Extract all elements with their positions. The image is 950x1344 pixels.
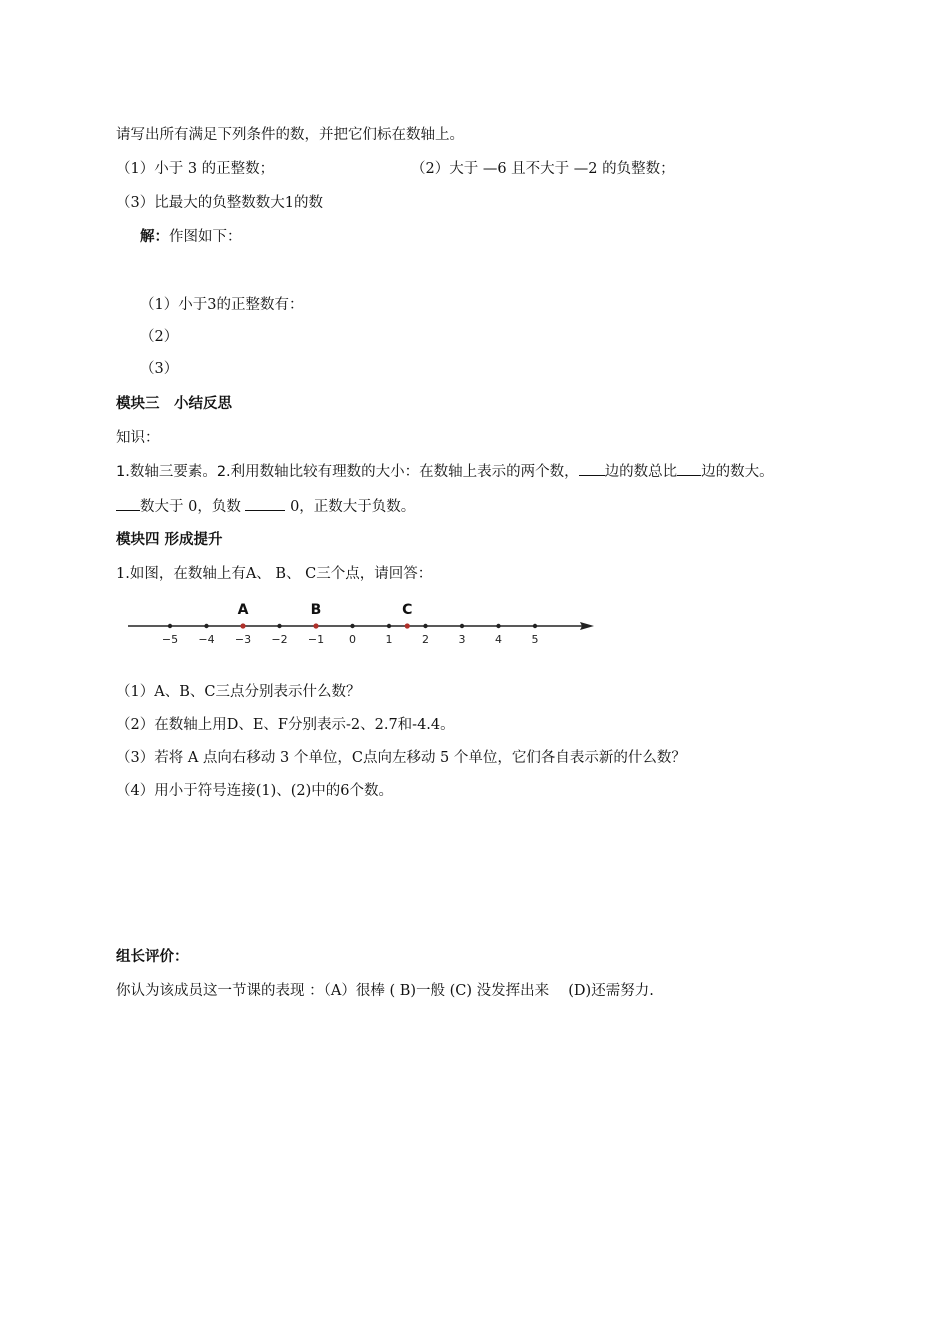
solution-text: 作图如下： [169, 229, 242, 245]
axis-tick [423, 624, 427, 628]
axis-tick-label: 4 [495, 633, 502, 646]
point-label: C [402, 602, 413, 618]
axis-tick-label: 2 [422, 633, 429, 646]
axis-tick [533, 624, 537, 628]
blank-right[interactable] [677, 461, 701, 476]
answer-2: （2） [140, 329, 179, 345]
blank-compare[interactable] [245, 496, 285, 511]
knowledge-line-1 [116, 461, 774, 482]
sub-question-1: （1）A、B、C三点分别表示什么数？ [116, 684, 361, 700]
sub-question-3: （3）若将 A 点向右移动 3 个单位，C点向左移动 5 个单位，它们各自表示新的什么数？ [116, 750, 686, 766]
axis-tick-label: −2 [271, 633, 288, 646]
point-c [405, 623, 410, 628]
axis-tick-label: −1 [307, 633, 325, 646]
axis-tick [387, 624, 391, 628]
evaluation-text: 你认为该成员这一节课的表现 ：（A）很棒 ( B)一般 (C) 没发挥出来 (D)还需努力. [116, 983, 654, 999]
answer-3: （3） [140, 361, 179, 377]
axis-tick [277, 624, 281, 628]
axis-tick [496, 624, 500, 628]
solution-label: 解： [140, 228, 169, 245]
point-label: A [237, 602, 249, 618]
sub-question-4: （4）用小于符号连接(1)、(2)中的6个数。 [116, 783, 394, 799]
sub-question-2: （2）在数轴上用D、E、F分别表示-2、2.7和-4.4。 [116, 717, 455, 733]
question-2: （2）大于 —6 且不大于 —2 的负整数； [411, 161, 675, 177]
blank-positive[interactable] [116, 496, 140, 511]
question-3: （3）比最大的负整数数大1的数 [116, 195, 323, 211]
knowledge-line-2 [116, 496, 415, 517]
axis-tick [350, 624, 354, 628]
axis-tick-label: −5 [161, 633, 179, 646]
module4-question: 1.如图，在数轴上有A、 B、 C三个点，请回答： [116, 566, 433, 582]
knowledge-line-1-a: 1.数轴三要素。2.利用数轴比较有理数的大小：在数轴上表示的两个数， [116, 464, 579, 480]
point-b [313, 623, 318, 628]
knowledge-line-1-c: 边的数大。 [701, 464, 774, 480]
axis-tick-label: 3 [458, 633, 466, 646]
axis-tick [204, 624, 208, 628]
blank-left[interactable] [579, 461, 605, 476]
point-a [240, 623, 245, 628]
knowledge-line-2-a: 数大于 0，负数 [140, 499, 241, 515]
axis-arrow-icon [580, 622, 594, 630]
axis-tick-label: −4 [198, 633, 215, 646]
axis-tick-label: 0 [349, 633, 356, 646]
answer-1: （1）小于3的正整数有： [140, 297, 304, 313]
module3-title: 模块三 小结反思 [116, 395, 232, 412]
prompt: 请写出所有满足下列条件的数，并把它们标在数轴上。 [116, 127, 464, 143]
point-label: B [310, 602, 322, 618]
knowledge-line-2-b: 0，正数大于负数。 [290, 499, 416, 515]
solution-line [140, 227, 242, 247]
number-line-figure [124, 596, 604, 646]
question-1: （1）小于 3 的正整数； [116, 161, 275, 177]
axis-tick-label: 5 [531, 633, 539, 646]
knowledge-line-1-b: 边的数总比 [604, 464, 678, 480]
axis-tick-label: 1 [385, 633, 393, 646]
axis-tick [168, 624, 172, 628]
module4-title: 模块四 形成提升 [116, 531, 223, 548]
axis-tick-label: −3 [234, 633, 252, 646]
knowledge-label: 知识： [116, 430, 160, 446]
evaluation-title: 组长评价： [116, 948, 189, 965]
axis-tick [460, 624, 464, 628]
